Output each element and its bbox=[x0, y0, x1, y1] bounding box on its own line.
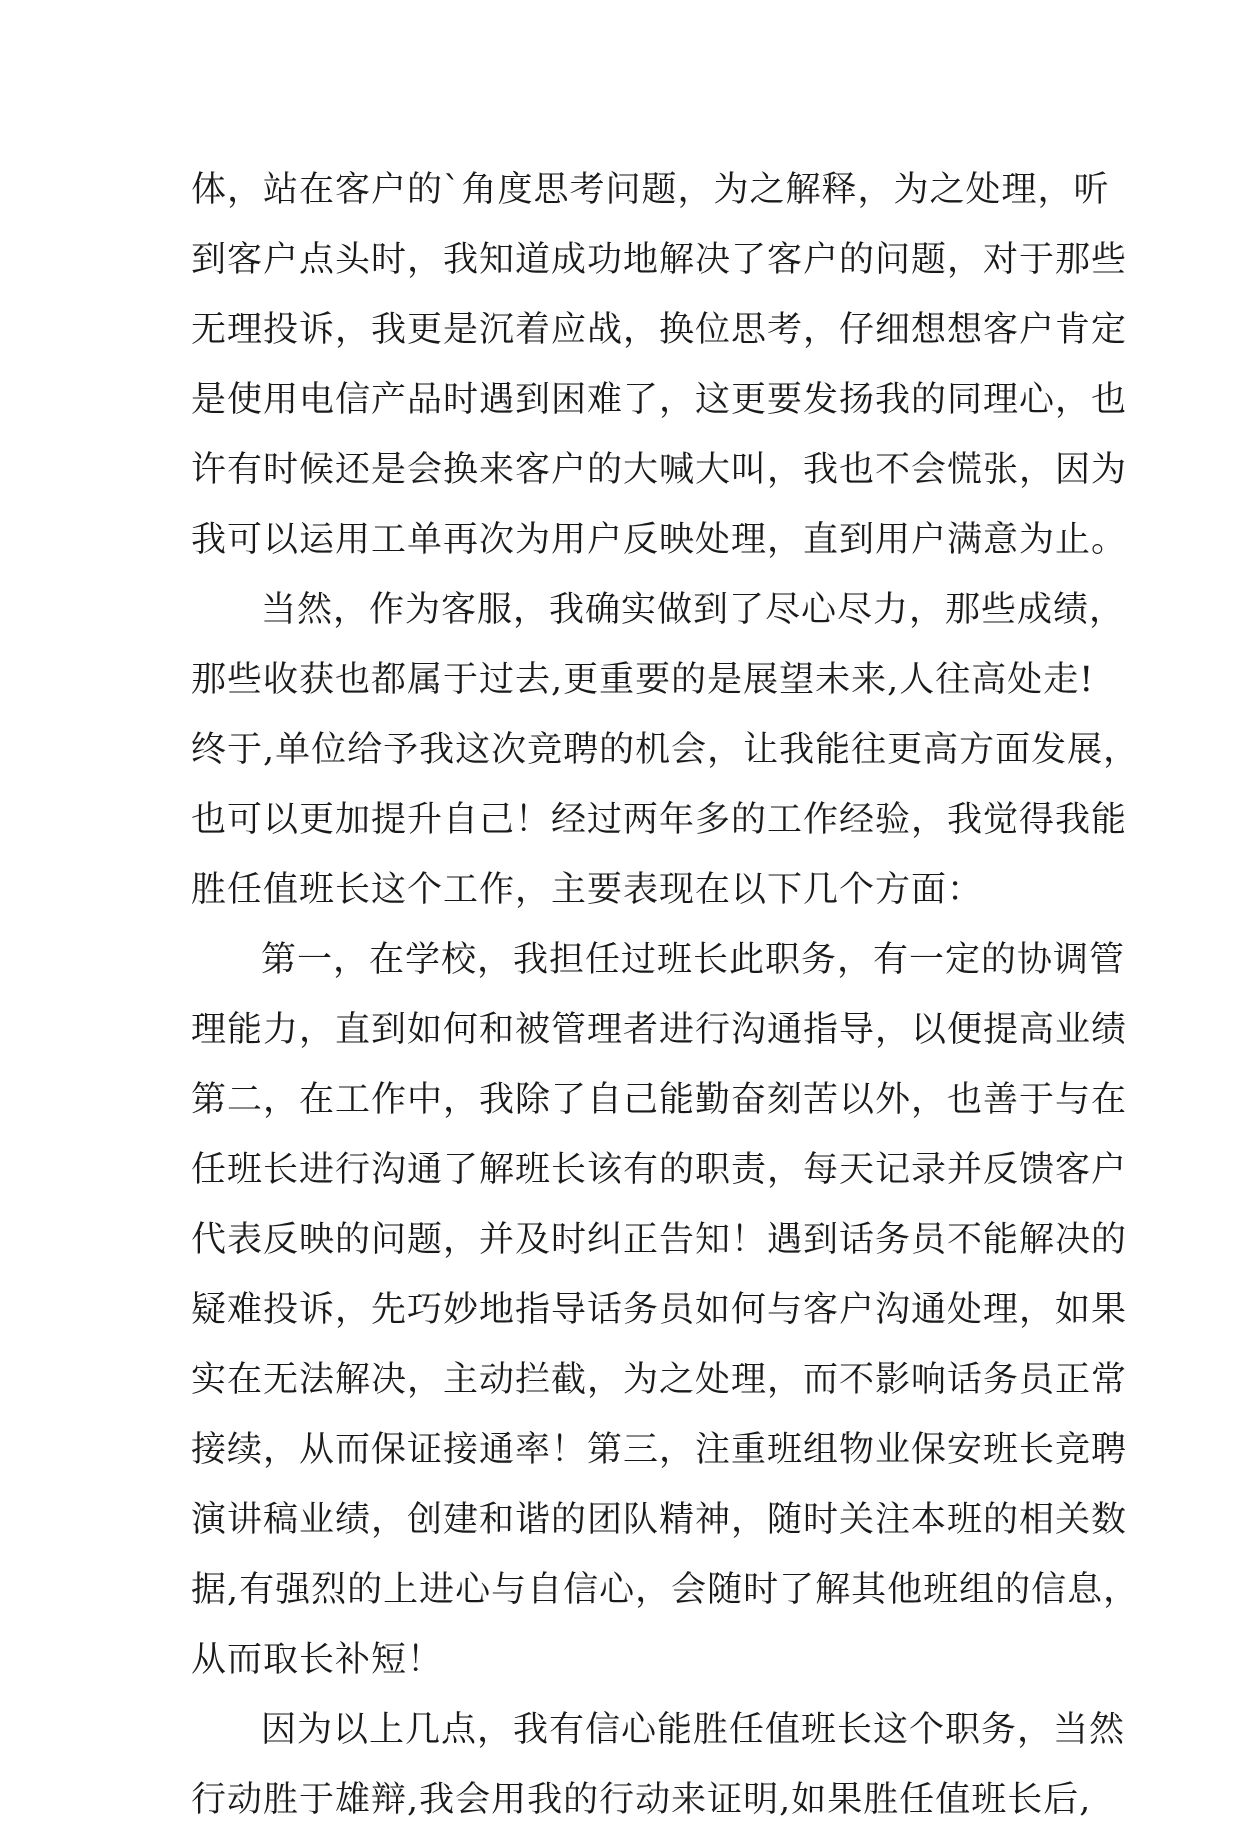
text-line: 也可以更加提升自己！经过两年多的工作经验，我觉得我能 bbox=[191, 800, 1128, 840]
text-line: 演讲稿业绩，创建和谐的团队精神，随时关注本班的相关数 bbox=[191, 1500, 1128, 1540]
paragraph-start-line: 当然，作为客服，我确实做到了尽心尽力，那些成绩， bbox=[261, 590, 1126, 630]
text-line: 我可以运用工单再次为用户反映处理，直到用户满意为止。 bbox=[191, 520, 1128, 560]
text-line: 那些收获也都属于过去,更重要的是展望未来,人往高处走! bbox=[191, 660, 1095, 700]
text-line: 疑难投诉，先巧妙地指导话务员如何与客户沟通处理，如果 bbox=[191, 1290, 1128, 1330]
text-line: 接续，从而保证接通率！第三，注重班组物业保安班长竞聘 bbox=[191, 1430, 1128, 1470]
text-line: 胜任值班长这个工作，主要表现在以下几个方面： bbox=[191, 870, 984, 910]
text-line: 从而取长补短！ bbox=[191, 1640, 444, 1680]
text-line: 到客户点头时，我知道成功地解决了客户的问题，对于那些 bbox=[191, 240, 1128, 280]
text-line: 体，站在客户的`角度思考问题，为之解释，为之处理，听 bbox=[191, 170, 1110, 210]
text-line: 第二，在工作中，我除了自己能勤奋刻苦以外，也善于与在 bbox=[191, 1080, 1128, 1120]
text-line: 任班长进行沟通了解班长该有的职责，每天记录并反馈客户 bbox=[191, 1150, 1128, 1190]
text-line: 终于,单位给予我这次竞聘的机会，让我能往更高方面发展， bbox=[191, 730, 1140, 770]
text-line: 无理投诉，我更是沉着应战，换位思考，仔细想想客户肯定 bbox=[191, 310, 1128, 350]
text-line: 代表反映的问题，并及时纠正告知！遇到话务员不能解决的 bbox=[191, 1220, 1128, 1260]
text-line: 行动胜于雄辩,我会用我的行动来证明,如果胜任值班长后, bbox=[191, 1780, 1092, 1820]
paragraph-start-line: 第一，在学校，我担任过班长此职务，有一定的协调管 bbox=[261, 940, 1126, 980]
text-line: 实在无法解决，主动拦截，为之处理，而不影响话务员正常 bbox=[191, 1360, 1128, 1400]
text-line: 理能力，直到如何和被管理者进行沟通指导，以便提高业绩 bbox=[191, 1010, 1128, 1050]
text-line: 据,有强烈的上进心与自信心，会随时了解其他班组的信息， bbox=[191, 1570, 1140, 1610]
text-line: 是使用电信产品时遇到困难了，这更要发扬我的同理心，也 bbox=[191, 380, 1128, 420]
text-line: 许有时候还是会换来客户的大喊大叫，我也不会慌张，因为 bbox=[191, 450, 1128, 490]
body-text bbox=[191, 155, 1140, 1835]
paragraph-start-line: 因为以上几点，我有信心能胜任值班长这个职务，当然 bbox=[261, 1710, 1126, 1750]
